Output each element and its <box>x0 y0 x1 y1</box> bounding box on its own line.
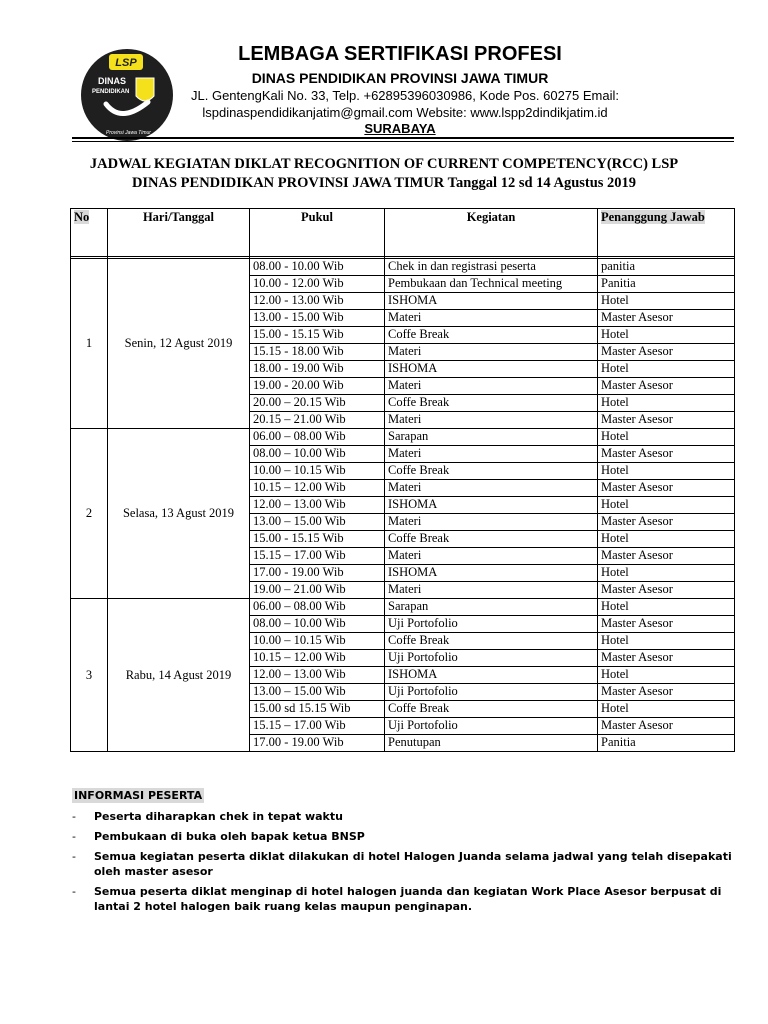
header-hari-tanggal: Hari/Tanggal <box>108 209 250 257</box>
time-cell: 15.15 – 17.00 Wib <box>250 548 385 565</box>
pj-cell: Hotel <box>598 327 735 344</box>
time-cell: 12.00 – 13.00 Wib <box>250 497 385 514</box>
pj-cell: panitia <box>598 259 735 276</box>
time-cell: 20.15 – 21.00 Wib <box>250 412 385 429</box>
time-cell: 10.00 – 10.15 Wib <box>250 463 385 480</box>
pj-cell: Hotel <box>598 463 735 480</box>
org-subtitle: DINAS PENDIDIKAN PROVINSI JAWA TIMUR <box>251 70 549 86</box>
activity-cell: ISHOMA <box>385 361 598 378</box>
activity-cell: Uji Portofolio <box>385 684 598 701</box>
activity-cell: Coffe Break <box>385 633 598 650</box>
bullet-dash: - <box>72 885 76 898</box>
east-java-shield-icon <box>136 78 154 101</box>
activity-cell: Coffe Break <box>385 701 598 718</box>
pj-cell: Hotel <box>598 361 735 378</box>
time-cell: 18.00 - 19.00 Wib <box>250 361 385 378</box>
table-row <box>71 259 735 276</box>
time-cell: 15.00 - 15.15 Wib <box>250 327 385 344</box>
activity-cell: ISHOMA <box>385 497 598 514</box>
info-heading: INFORMASI PESERTA <box>74 789 203 802</box>
activity-cell: Materi <box>385 514 598 531</box>
logo-dinas-text: DINAS <box>98 76 127 86</box>
header-penanggung-jawab: Penanggung Jawab <box>598 209 735 257</box>
activity-cell: Coffe Break <box>385 531 598 548</box>
activity-cell: Uji Portofolio <box>385 718 598 735</box>
time-cell: 15.00 sd 15.15 Wib <box>250 701 385 718</box>
time-cell: 13.00 – 15.00 Wib <box>250 514 385 531</box>
info-item: - Pembukaan di buka oleh bapak ketua BNSP <box>72 830 365 843</box>
time-cell: 10.15 – 12.00 Wib <box>250 480 385 497</box>
day-number: 1 <box>71 259 108 429</box>
pj-cell: Master Asesor <box>598 344 735 361</box>
header-no: No <box>71 209 108 257</box>
activity-cell: Sarapan <box>385 429 598 446</box>
activity-cell: Coffe Break <box>385 463 598 480</box>
pj-cell: Hotel <box>598 293 735 310</box>
title-line-1: JADWAL KEGIATAN DIKLAT RECOGNITION OF CURRENT COMPETENCY(RCC) LSP <box>89 156 679 172</box>
time-cell: 13.00 – 15.00 Wib <box>250 684 385 701</box>
info-list <box>72 809 736 914</box>
pj-cell: Master Asesor <box>598 310 735 327</box>
day-number: 3 <box>71 599 108 752</box>
header-kegiatan: Kegiatan <box>385 209 598 257</box>
activity-cell: Materi <box>385 344 598 361</box>
pj-cell: Master Asesor <box>598 684 735 701</box>
activity-cell: ISHOMA <box>385 667 598 684</box>
pj-cell: Master Asesor <box>598 480 735 497</box>
pj-cell: Hotel <box>598 701 735 718</box>
pj-cell: Master Asesor <box>598 446 735 463</box>
header-rule-thin <box>72 141 734 142</box>
org-name: LEMBAGA SERTIFIKASI PROFESI <box>238 43 562 65</box>
time-cell: 10.15 – 12.00 Wib <box>250 650 385 667</box>
address-line-1: JL. GentengKali No. 33, Telp. +62895396030986, Kode Pos. 60275 Email: <box>191 88 619 103</box>
address-line-2: lspdinaspendidikanjatim@gmail.com Website: www.lspp2dindikjatim.id <box>202 105 608 120</box>
schedule-body <box>71 259 735 752</box>
time-cell: 12.00 - 13.00 Wib <box>250 293 385 310</box>
day-date: Rabu, 14 Agust 2019 <box>108 599 250 752</box>
time-cell: 10.00 - 12.00 Wib <box>250 276 385 293</box>
time-cell: 08.00 - 10.00 Wib <box>250 259 385 276</box>
pj-cell: Hotel <box>598 395 735 412</box>
activity-cell: ISHOMA <box>385 565 598 582</box>
activity-cell: Pembukaan dan Technical meeting <box>385 276 598 293</box>
info-item: - Semua peserta diklat menginap di hotel halogen juanda dan kegiatan Work Place Asesor berpusat di lantai 2 hotel halogen baik ruang kelas maupun penginapan. <box>72 885 722 913</box>
pj-cell: Hotel <box>598 565 735 582</box>
activity-cell: Materi <box>385 378 598 395</box>
lsp-logo <box>76 44 178 146</box>
pj-cell: Master Asesor <box>598 718 735 735</box>
time-cell: 20.00 – 20.15 Wib <box>250 395 385 412</box>
pj-cell: Hotel <box>598 633 735 650</box>
time-cell: 15.15 - 18.00 Wib <box>250 344 385 361</box>
time-cell: 15.00 - 15.15 Wib <box>250 531 385 548</box>
pj-cell: Panitia <box>598 735 735 752</box>
activity-cell: Materi <box>385 310 598 327</box>
activity-cell: Coffe Break <box>385 395 598 412</box>
logo-arc-bottom: Provinsi Jawa Timur <box>106 130 151 136</box>
time-cell: 13.00 - 15.00 Wib <box>250 310 385 327</box>
pj-cell: Hotel <box>598 667 735 684</box>
time-cell: 08.00 – 10.00 Wib <box>250 446 385 463</box>
activity-cell: Coffe Break <box>385 327 598 344</box>
activity-cell: ISHOMA <box>385 293 598 310</box>
pj-cell: Hotel <box>598 531 735 548</box>
pj-cell: Panitia <box>598 276 735 293</box>
time-cell: 08.00 – 10.00 Wib <box>250 616 385 633</box>
pj-cell: Hotel <box>598 429 735 446</box>
pj-cell: Master Asesor <box>598 616 735 633</box>
title-line-2: DINAS PENDIDIKAN PROVINSI JAWA TIMUR Tanggal 12 sd 14 Agustus 2019 <box>131 175 637 191</box>
letterhead <box>0 0 768 140</box>
pj-cell: Master Asesor <box>598 582 735 599</box>
time-cell: 06.00 – 08.00 Wib <box>250 599 385 616</box>
time-cell: 19.00 – 21.00 Wib <box>250 582 385 599</box>
activity-cell: Materi <box>385 412 598 429</box>
activity-cell: Sarapan <box>385 599 598 616</box>
activity-cell: Materi <box>385 548 598 565</box>
pj-cell: Master Asesor <box>598 412 735 429</box>
logo-badge-text: LSP <box>115 57 137 69</box>
pj-cell: Hotel <box>598 599 735 616</box>
bullet-dash: - <box>72 830 76 843</box>
logo-pendidikan-text: PENDIDIKAN <box>92 89 130 95</box>
document-title <box>60 155 708 193</box>
time-cell: 12.00 – 13.00 Wib <box>250 667 385 684</box>
time-cell: 06.00 – 08.00 Wib <box>250 429 385 446</box>
bullet-dash: - <box>72 850 76 863</box>
activity-cell: Uji Portofolio <box>385 616 598 633</box>
info-item: - Peserta diharapkan chek in tepat waktu <box>72 810 343 823</box>
header-pukul: Pukul <box>250 209 385 257</box>
activity-cell: Materi <box>385 480 598 497</box>
activity-cell: Uji Portofolio <box>385 650 598 667</box>
participant-info <box>72 788 736 919</box>
time-cell: 17.00 - 19.00 Wib <box>250 735 385 752</box>
time-cell: 19.00 - 20.00 Wib <box>250 378 385 395</box>
activity-cell: Chek in dan registrasi peserta <box>385 259 598 276</box>
time-cell: 17.00 - 19.00 Wib <box>250 565 385 582</box>
time-cell: 10.00 – 10.15 Wib <box>250 633 385 650</box>
day-date: Senin, 12 Agust 2019 <box>108 259 250 429</box>
info-item: - Semua kegiatan peserta diklat dilakukan di hotel Halogen Juanda selama jadwal yang telah disepakati oleh master asesor <box>72 850 732 878</box>
day-date: Selasa, 13 Agust 2019 <box>108 429 250 599</box>
day-number: 2 <box>71 429 108 599</box>
header-rule-thick <box>72 137 734 139</box>
pj-cell: Master Asesor <box>598 378 735 395</box>
bullet-dash: - <box>72 810 76 823</box>
pj-cell: Master Asesor <box>598 650 735 667</box>
city: SURABAYA <box>364 121 436 136</box>
table-row <box>71 429 735 446</box>
schedule-table <box>70 208 735 752</box>
activity-cell: Materi <box>385 582 598 599</box>
pj-cell: Master Asesor <box>598 514 735 531</box>
table-header-row <box>71 209 735 257</box>
pj-cell: Master Asesor <box>598 548 735 565</box>
pj-cell: Hotel <box>598 497 735 514</box>
activity-cell: Penutupan <box>385 735 598 752</box>
activity-cell: Materi <box>385 446 598 463</box>
time-cell: 15.15 – 17.00 Wib <box>250 718 385 735</box>
table-row <box>71 599 735 616</box>
